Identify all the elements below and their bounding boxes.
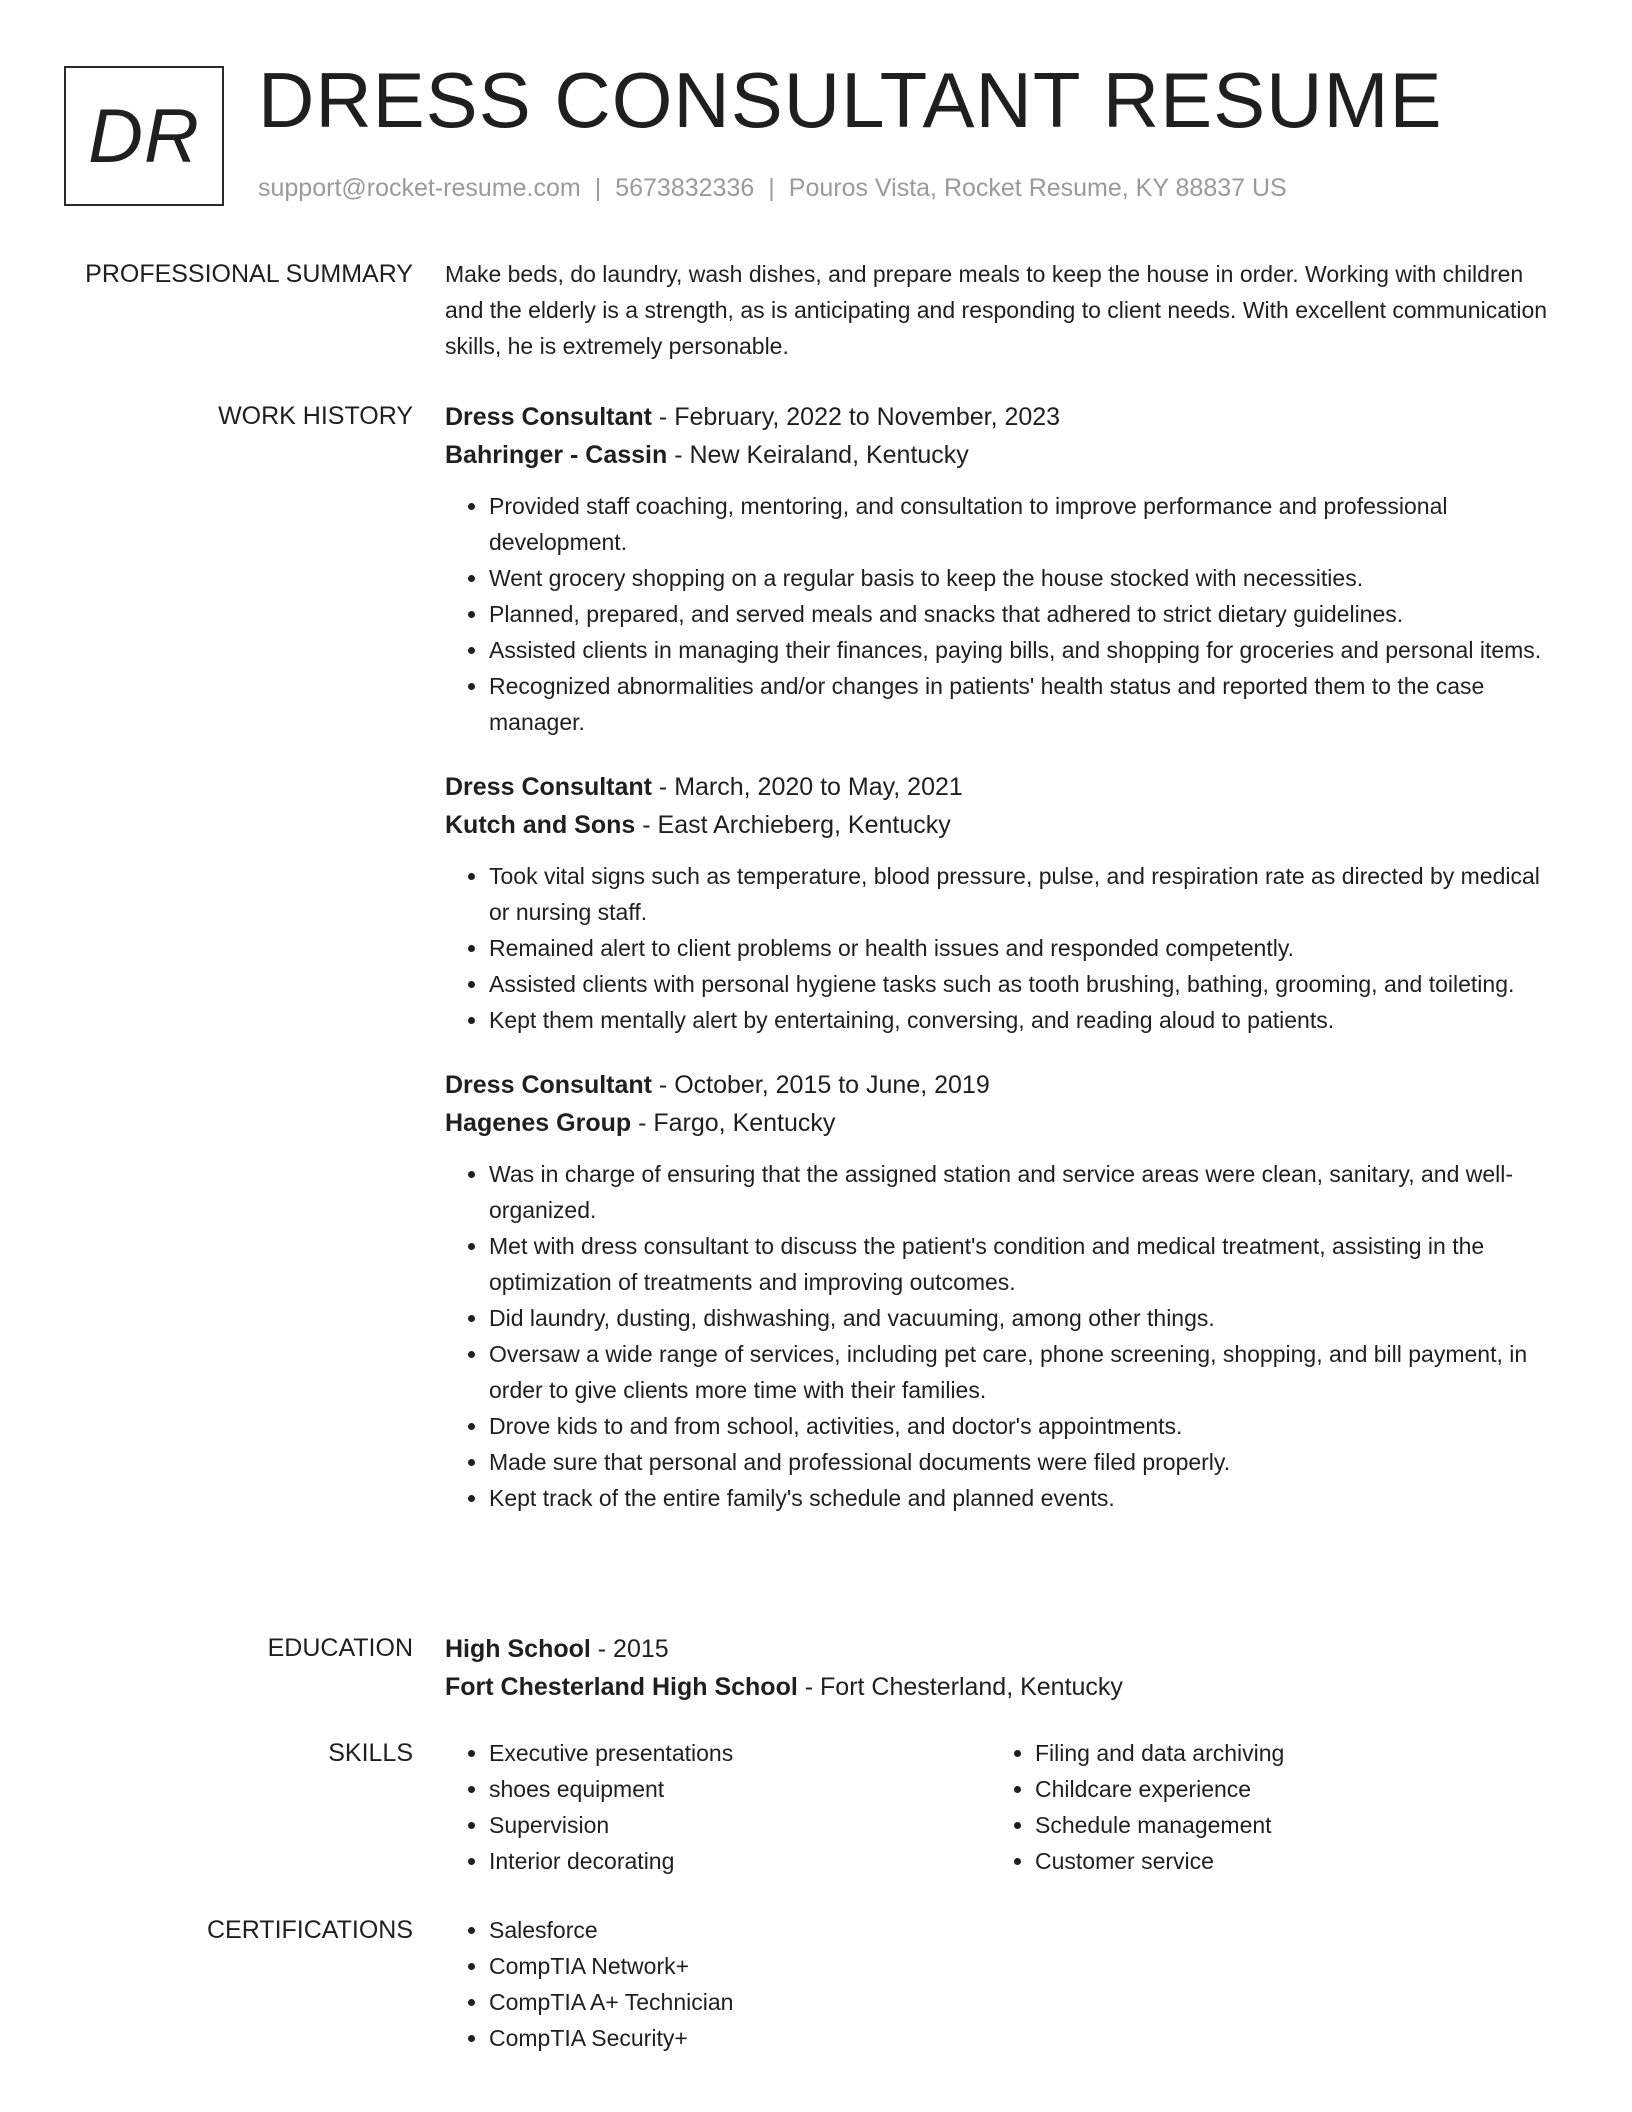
job-entry	[445, 768, 1555, 1038]
contact-address: Pouros Vista, Rocket Resume, KY 88837 US	[788, 174, 1287, 202]
job-title-line	[445, 1066, 1555, 1104]
job-bullets	[445, 1156, 1555, 1516]
skills-grid	[445, 1735, 1555, 1879]
skill-item: • Customer service	[1035, 1843, 1537, 1879]
skill-item: • shoes equipment	[489, 1771, 991, 1807]
job-bullet: • Oversaw a wide range of services, including pet care, phone screening, shopping, and bill payment, in order to give clients more time with their families.	[489, 1336, 1555, 1408]
job-company: Kutch and Sons	[445, 811, 636, 839]
job-company: Hagenes Group	[445, 1109, 632, 1137]
skill-item: • Filing and data archiving	[1035, 1735, 1537, 1771]
job-entry	[445, 398, 1555, 740]
section-label-skills: SKILLS	[328, 1739, 413, 1767]
section-label-summary: PROFESSIONAL SUMMARY	[85, 260, 413, 288]
education-location: - Fort Chesterland, Kentucky	[797, 1673, 1123, 1701]
job-company-line	[445, 436, 1555, 474]
job-company-line	[445, 1104, 1555, 1142]
skill-item: • Executive presentations	[489, 1735, 991, 1771]
work-history-body	[445, 398, 1555, 1544]
job-bullet: • Provided staff coaching, mentoring, and consultation to improve performance and professional development.	[489, 488, 1555, 560]
job-title: Dress Consultant	[445, 403, 652, 431]
job-dates: - February, 2022 to November, 2023	[651, 403, 1061, 431]
job-bullet: • Remained alert to client problems or health issues and responded competently.	[489, 930, 1555, 966]
job-bullet: • Went grocery shopping on a regular basis to keep the house stocked with necessities.	[489, 560, 1555, 596]
certification-item: • Salesforce	[489, 1912, 1555, 1948]
job-bullet: • Met with dress consultant to discuss the patient's condition and medical treatment, assisting in the optimization of treatments and improving outcomes.	[489, 1228, 1555, 1300]
job-location: - New Keiraland, Kentucky	[667, 441, 969, 469]
job-bullet: • Assisted clients in managing their finances, paying bills, and shopping for groceries and personal items.	[489, 632, 1555, 668]
skill-item: • Childcare experience	[1035, 1771, 1537, 1807]
contact-separator: |	[594, 174, 602, 202]
job-bullet: • Made sure that personal and professional documents were filed properly.	[489, 1444, 1555, 1480]
job-title: Dress Consultant	[445, 773, 652, 801]
section-label-education: EDUCATION	[267, 1634, 413, 1662]
job-location: - East Archieberg, Kentucky	[635, 811, 951, 839]
monogram-logo: DR	[64, 66, 224, 206]
certifications-list	[445, 1912, 1555, 2056]
job-bullet: • Did laundry, dusting, dishwashing, and vacuuming, among other things.	[489, 1300, 1555, 1336]
education-body	[445, 1630, 1555, 1706]
certification-item: • CompTIA A+ Technician	[489, 1984, 1555, 2020]
job-bullet: • Drove kids to and from school, activities, and doctor's appointments.	[489, 1408, 1555, 1444]
job-bullets	[445, 858, 1555, 1038]
contact-line	[258, 174, 1287, 203]
job-bullets	[445, 488, 1555, 740]
certifications-body	[445, 1912, 1555, 2056]
skills-body	[445, 1735, 1555, 1879]
job-bullet: • Planned, prepared, and served meals and snacks that adhered to strict dietary guidelines.	[489, 596, 1555, 632]
job-location: - Fargo, Kentucky	[631, 1109, 836, 1137]
job-dates: - March, 2020 to May, 2021	[651, 773, 963, 801]
contact-separator: |	[768, 174, 775, 202]
skill-item: • Supervision	[489, 1807, 991, 1843]
job-bullet: • Kept them mentally alert by entertaining, conversing, and reading aloud to patients.	[489, 1002, 1555, 1038]
skill-item: • Interior decorating	[489, 1843, 991, 1879]
job-company-line	[445, 806, 1555, 844]
section-label-work-history: WORK HISTORY	[218, 402, 413, 430]
skill-item: • Schedule management	[1035, 1807, 1537, 1843]
section-label-certifications: CERTIFICATIONS	[206, 1916, 413, 1944]
job-bullet: • Was in charge of ensuring that the assigned station and service areas were clean, sanitary, and well-organized.	[489, 1156, 1555, 1228]
job-dates: - October, 2015 to June, 2019	[651, 1071, 990, 1099]
skills-column-left	[445, 1735, 991, 1879]
job-bullet: • Kept track of the entire family's schedule and planned events.	[489, 1480, 1555, 1516]
resume-title: DRESS CONSULTANT RESUME	[258, 56, 1443, 144]
summary-text: Make beds, do laundry, wash dishes, and prepare meals to keep the house in order. Working with children and the elderly is a strength, as is anticipating and responding to client needs. With excellent communication skills, he is extremely personable.	[445, 261, 1548, 359]
contact-phone: 5673832336	[615, 174, 755, 202]
job-title: Dress Consultant	[445, 1071, 652, 1099]
job-title-line	[445, 768, 1555, 806]
certification-item: • CompTIA Security+	[489, 2020, 1555, 2056]
education-school-line	[445, 1668, 1555, 1706]
summary-body	[445, 256, 1555, 364]
education-degree-line	[445, 1630, 1555, 1668]
job-title-line	[445, 398, 1555, 436]
education-school: Fort Chesterland High School	[445, 1673, 798, 1701]
job-bullet: • Recognized abnormalities and/or changes in patients' health status and reported them to the case manager.	[489, 668, 1555, 740]
education-year: - 2015	[590, 1635, 669, 1663]
job-bullet: • Assisted clients with personal hygiene tasks such as tooth brushing, bathing, grooming, and toileting.	[489, 966, 1555, 1002]
job-company: Bahringer - Cassin	[445, 441, 668, 469]
contact-email: support@rocket-resume.com	[258, 174, 581, 202]
job-entry	[445, 1066, 1555, 1516]
skills-column-right	[991, 1735, 1537, 1879]
education-degree: High School	[445, 1635, 591, 1663]
certification-item: • CompTIA Network+	[489, 1948, 1555, 1984]
job-bullet: • Took vital signs such as temperature, blood pressure, pulse, and respiration rate as directed by medical or nursing staff.	[489, 858, 1555, 930]
